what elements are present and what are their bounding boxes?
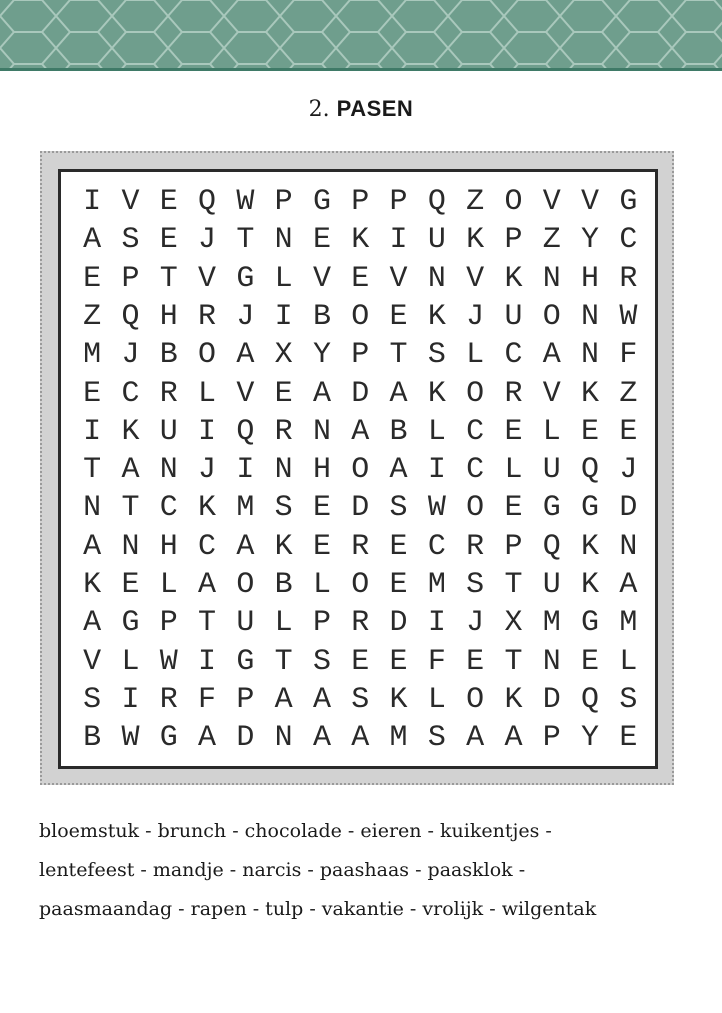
grid-letter: W — [427, 491, 446, 526]
grid-letter: I — [198, 644, 217, 679]
grid-letter: L — [619, 644, 638, 679]
grid-letter: A — [83, 606, 102, 641]
grid-letter: O — [351, 453, 370, 488]
grid-letter: D — [351, 491, 370, 526]
grid-letter: I — [198, 414, 217, 449]
grid-letter: A — [274, 682, 293, 717]
grid-letter: E — [274, 376, 293, 411]
grid-row — [61, 719, 655, 757]
grid-letter: O — [466, 376, 485, 411]
grid-letter: R — [466, 529, 485, 564]
grid-letter: G — [619, 185, 638, 219]
grid-letter: R — [351, 529, 370, 564]
grid-letter: A — [198, 568, 217, 602]
puzzle-name: PASEN — [336, 96, 414, 121]
grid-letter: L — [504, 453, 523, 488]
grid-letter: F — [198, 682, 217, 717]
grid-letter: V — [542, 376, 561, 411]
grid-letter: V — [581, 185, 600, 219]
grid-letter: L — [121, 644, 140, 679]
grid-letter: M — [619, 606, 638, 641]
grid-letter: C — [159, 491, 178, 526]
grid-letter: K — [466, 223, 485, 258]
grid-letter: O — [351, 299, 370, 334]
grid-letter: G — [159, 721, 178, 756]
hexagon-pattern — [0, 0, 722, 68]
grid-letter: R — [159, 376, 178, 411]
grid-letter: A — [83, 223, 102, 258]
grid-letter: P — [236, 682, 255, 717]
grid-letter: E — [389, 529, 408, 564]
grid-letter: B — [159, 338, 178, 373]
grid-letter: Z — [542, 223, 561, 258]
grid-letter: E — [389, 644, 408, 679]
grid-letter: A — [236, 338, 255, 373]
grid-letter: R — [198, 299, 217, 334]
grid-letter: H — [159, 299, 178, 334]
grid-letter: S — [619, 682, 638, 717]
grid-letter: S — [274, 491, 293, 526]
grid-letter: O — [504, 185, 523, 219]
grid-letter: R — [274, 414, 293, 449]
grid-letter: E — [312, 491, 331, 526]
grid-letter: T — [274, 644, 293, 679]
grid-letter: Q — [121, 299, 140, 334]
grid-letter: A — [389, 376, 408, 411]
grid-letter: H — [581, 261, 600, 296]
grid-letter: P — [274, 185, 293, 219]
grid-row — [61, 413, 655, 451]
grid-letter: P — [312, 606, 331, 641]
grid-letter: D — [389, 606, 408, 641]
grid-letter: F — [427, 644, 446, 679]
grid-letter: A — [121, 453, 140, 488]
grid-letter: S — [121, 223, 140, 258]
grid-letter: P — [504, 529, 523, 564]
grid-letter: A — [351, 414, 370, 449]
grid-letter: N — [581, 299, 600, 334]
grid-letter: R — [159, 682, 178, 717]
grid-letter: E — [619, 721, 638, 756]
grid-letter: A — [619, 568, 638, 602]
grid-letter: K — [504, 261, 523, 296]
grid-letter: S — [389, 491, 408, 526]
grid-letter: T — [159, 261, 178, 296]
grid-row — [61, 221, 655, 259]
grid-letter: S — [83, 682, 102, 717]
grid-letter: Z — [466, 185, 485, 219]
grid-letter: I — [274, 299, 293, 334]
grid-letter: K — [198, 491, 217, 526]
grid-letter: A — [504, 721, 523, 756]
grid-letter: Z — [619, 376, 638, 411]
decorative-header-banner — [0, 0, 722, 71]
grid-letter: E — [581, 414, 600, 449]
grid-letter: G — [236, 644, 255, 679]
word-list — [39, 812, 689, 929]
grid-letter: C — [619, 223, 638, 258]
grid-letter: L — [274, 261, 293, 296]
grid-letter: M — [83, 338, 102, 373]
grid-letter: N — [542, 261, 561, 296]
grid-letter: Q — [581, 682, 600, 717]
grid-letter: K — [581, 376, 600, 411]
grid-letter: V — [198, 261, 217, 296]
grid-letter: M — [389, 721, 408, 756]
grid-letter: V — [312, 261, 331, 296]
grid-letter: Q — [236, 414, 255, 449]
grid-letter: S — [427, 338, 446, 373]
grid-letter: A — [198, 721, 217, 756]
grid-letter: B — [83, 721, 102, 756]
grid-row — [61, 451, 655, 489]
grid-letter: K — [83, 568, 102, 602]
grid-letter: F — [619, 338, 638, 373]
grid-letter: T — [121, 491, 140, 526]
grid-letter: U — [504, 299, 523, 334]
grid-letter: Q — [198, 185, 217, 219]
grid-letter: Z — [83, 299, 102, 334]
grid-letter: E — [83, 261, 102, 296]
grid-letter: S — [466, 568, 485, 602]
grid-letter: R — [504, 376, 523, 411]
grid-letter: B — [389, 414, 408, 449]
grid-letter: N — [619, 529, 638, 564]
grid-letter: V — [542, 185, 561, 219]
grid-letter: T — [198, 606, 217, 641]
grid-row — [61, 489, 655, 527]
grid-letter: T — [389, 338, 408, 373]
grid-letter: L — [312, 568, 331, 602]
grid-letter: N — [274, 223, 293, 258]
grid-row — [61, 183, 655, 221]
grid-letter: U — [542, 568, 561, 602]
grid-letter: U — [427, 223, 446, 258]
grid-letter: N — [121, 529, 140, 564]
grid-letter: K — [427, 299, 446, 334]
grid-letter: X — [274, 338, 293, 373]
grid-letter: C — [427, 529, 446, 564]
grid-letter: C — [121, 376, 140, 411]
grid-letter: A — [236, 529, 255, 564]
grid-letter: I — [427, 453, 446, 488]
grid-letter: P — [542, 721, 561, 756]
grid-letter: E — [351, 261, 370, 296]
grid-letter: I — [83, 414, 102, 449]
word-list-line: lentefeest - mandje - narcis - paashaas - paasklok - — [39, 859, 526, 881]
grid-letter: G — [236, 261, 255, 296]
grid-letter: A — [312, 682, 331, 717]
grid-letter: W — [619, 299, 638, 334]
grid-row — [61, 528, 655, 566]
grid-letter: E — [159, 185, 178, 219]
grid-letter: T — [504, 644, 523, 679]
grid-row — [61, 566, 655, 604]
grid-letter: V — [236, 376, 255, 411]
grid-row — [61, 643, 655, 681]
grid-letter: D — [619, 491, 638, 526]
grid-row — [61, 604, 655, 642]
grid-letter: T — [236, 223, 255, 258]
grid-letter: L — [427, 682, 446, 717]
grid-letter: H — [159, 529, 178, 564]
puzzle-title — [0, 96, 722, 122]
grid-letter: K — [121, 414, 140, 449]
grid-letter: I — [121, 682, 140, 717]
grid-letter: A — [83, 529, 102, 564]
grid-letter: K — [274, 529, 293, 564]
grid-letter: Y — [312, 338, 331, 373]
grid-letter: J — [236, 299, 255, 334]
letter-grid — [58, 169, 658, 769]
grid-letter: K — [504, 682, 523, 717]
grid-letter: E — [466, 644, 485, 679]
grid-letter: B — [274, 568, 293, 602]
grid-letter: L — [542, 414, 561, 449]
grid-letter: I — [427, 606, 446, 641]
grid-letter: L — [159, 568, 178, 602]
grid-letter: E — [312, 223, 331, 258]
grid-letter: D — [542, 682, 561, 717]
grid-letter: E — [159, 223, 178, 258]
grid-letter: T — [83, 453, 102, 488]
grid-letter: A — [312, 376, 331, 411]
grid-letter: E — [581, 644, 600, 679]
grid-letter: A — [312, 721, 331, 756]
grid-letter: P — [389, 185, 408, 219]
grid-letter: V — [121, 185, 140, 219]
grid-letter: X — [504, 606, 523, 641]
grid-letter: W — [121, 721, 140, 756]
puzzle-number: 2. — [308, 97, 330, 122]
grid-letter: G — [581, 491, 600, 526]
grid-letter: N — [581, 338, 600, 373]
grid-letter: M — [236, 491, 255, 526]
grid-letter: R — [351, 606, 370, 641]
grid-letter: O — [351, 568, 370, 602]
grid-letter: K — [581, 529, 600, 564]
grid-letter: C — [198, 529, 217, 564]
grid-letter: E — [83, 376, 102, 411]
grid-letter: N — [83, 491, 102, 526]
grid-letter: J — [198, 223, 217, 258]
grid-letter: N — [274, 453, 293, 488]
grid-letter: W — [236, 185, 255, 219]
grid-letter: U — [159, 414, 178, 449]
grid-letter: G — [312, 185, 331, 219]
grid-letter: N — [427, 261, 446, 296]
grid-letter: S — [427, 721, 446, 756]
grid-letter: U — [542, 453, 561, 488]
grid-letter: Q — [542, 529, 561, 564]
grid-letter: V — [466, 261, 485, 296]
grid-letter: G — [581, 606, 600, 641]
grid-letter: A — [351, 721, 370, 756]
grid-letter: Y — [581, 721, 600, 756]
grid-letter: L — [198, 376, 217, 411]
grid-letter: E — [504, 414, 523, 449]
grid-letter: E — [389, 299, 408, 334]
grid-letter: N — [159, 453, 178, 488]
grid-letter: J — [619, 453, 638, 488]
grid-letter: S — [351, 682, 370, 717]
grid-letter: Q — [581, 453, 600, 488]
grid-letter: N — [542, 644, 561, 679]
word-list-line: paasmaandag - rapen - tulp - vakantie - vrolijk - wilgentak — [39, 898, 597, 920]
grid-letter: O — [466, 491, 485, 526]
grid-letter: V — [83, 644, 102, 679]
word-list-line: bloemstuk - brunch - chocolade - eieren - kuikentjes - — [39, 820, 552, 842]
grid-row — [61, 260, 655, 298]
grid-letter: S — [312, 644, 331, 679]
grid-letter: K — [581, 568, 600, 602]
grid-letter: P — [351, 338, 370, 373]
grid-letter: E — [619, 414, 638, 449]
grid-letter: Q — [427, 185, 446, 219]
grid-letter: P — [121, 261, 140, 296]
grid-letter: V — [389, 261, 408, 296]
grid-letter: N — [274, 721, 293, 756]
grid-letter: U — [236, 606, 255, 641]
grid-letter: O — [466, 682, 485, 717]
grid-letter: I — [83, 185, 102, 219]
grid-letter: E — [389, 568, 408, 602]
grid-letter: A — [466, 721, 485, 756]
grid-letter: J — [466, 299, 485, 334]
grid-letter: K — [427, 376, 446, 411]
grid-letter: L — [466, 338, 485, 373]
grid-letter: C — [466, 414, 485, 449]
grid-letter: B — [312, 299, 331, 334]
grid-letter: L — [274, 606, 293, 641]
grid-letter: I — [236, 453, 255, 488]
grid-letter: E — [312, 529, 331, 564]
grid-letter: O — [542, 299, 561, 334]
grid-letter: J — [121, 338, 140, 373]
grid-letter: I — [389, 223, 408, 258]
grid-letter: L — [427, 414, 446, 449]
grid-letter: P — [159, 606, 178, 641]
grid-letter: G — [121, 606, 140, 641]
grid-letter: D — [236, 721, 255, 756]
grid-letter: A — [389, 453, 408, 488]
grid-letter: P — [351, 185, 370, 219]
grid-letter: K — [389, 682, 408, 717]
grid-letter: M — [427, 568, 446, 602]
grid-letter: R — [619, 261, 638, 296]
grid-letter: O — [236, 568, 255, 602]
grid-letter: Y — [581, 223, 600, 258]
grid-letter: C — [504, 338, 523, 373]
grid-letter: A — [542, 338, 561, 373]
grid-letter: N — [312, 414, 331, 449]
grid-letter: T — [504, 568, 523, 602]
grid-letter: W — [159, 644, 178, 679]
grid-row — [61, 336, 655, 374]
grid-letter: O — [198, 338, 217, 373]
grid-letter: H — [312, 453, 331, 488]
grid-letter: E — [504, 491, 523, 526]
grid-letter: C — [466, 453, 485, 488]
grid-row — [61, 375, 655, 413]
grid-letter: P — [504, 223, 523, 258]
grid-letter: E — [351, 644, 370, 679]
grid-letter: D — [351, 376, 370, 411]
grid-letter: G — [542, 491, 561, 526]
grid-letter: J — [466, 606, 485, 641]
grid-row — [61, 298, 655, 336]
grid-letter: K — [351, 223, 370, 258]
grid-row — [61, 681, 655, 719]
grid-letter: M — [542, 606, 561, 641]
grid-letter: J — [198, 453, 217, 488]
grid-letter: E — [121, 568, 140, 602]
